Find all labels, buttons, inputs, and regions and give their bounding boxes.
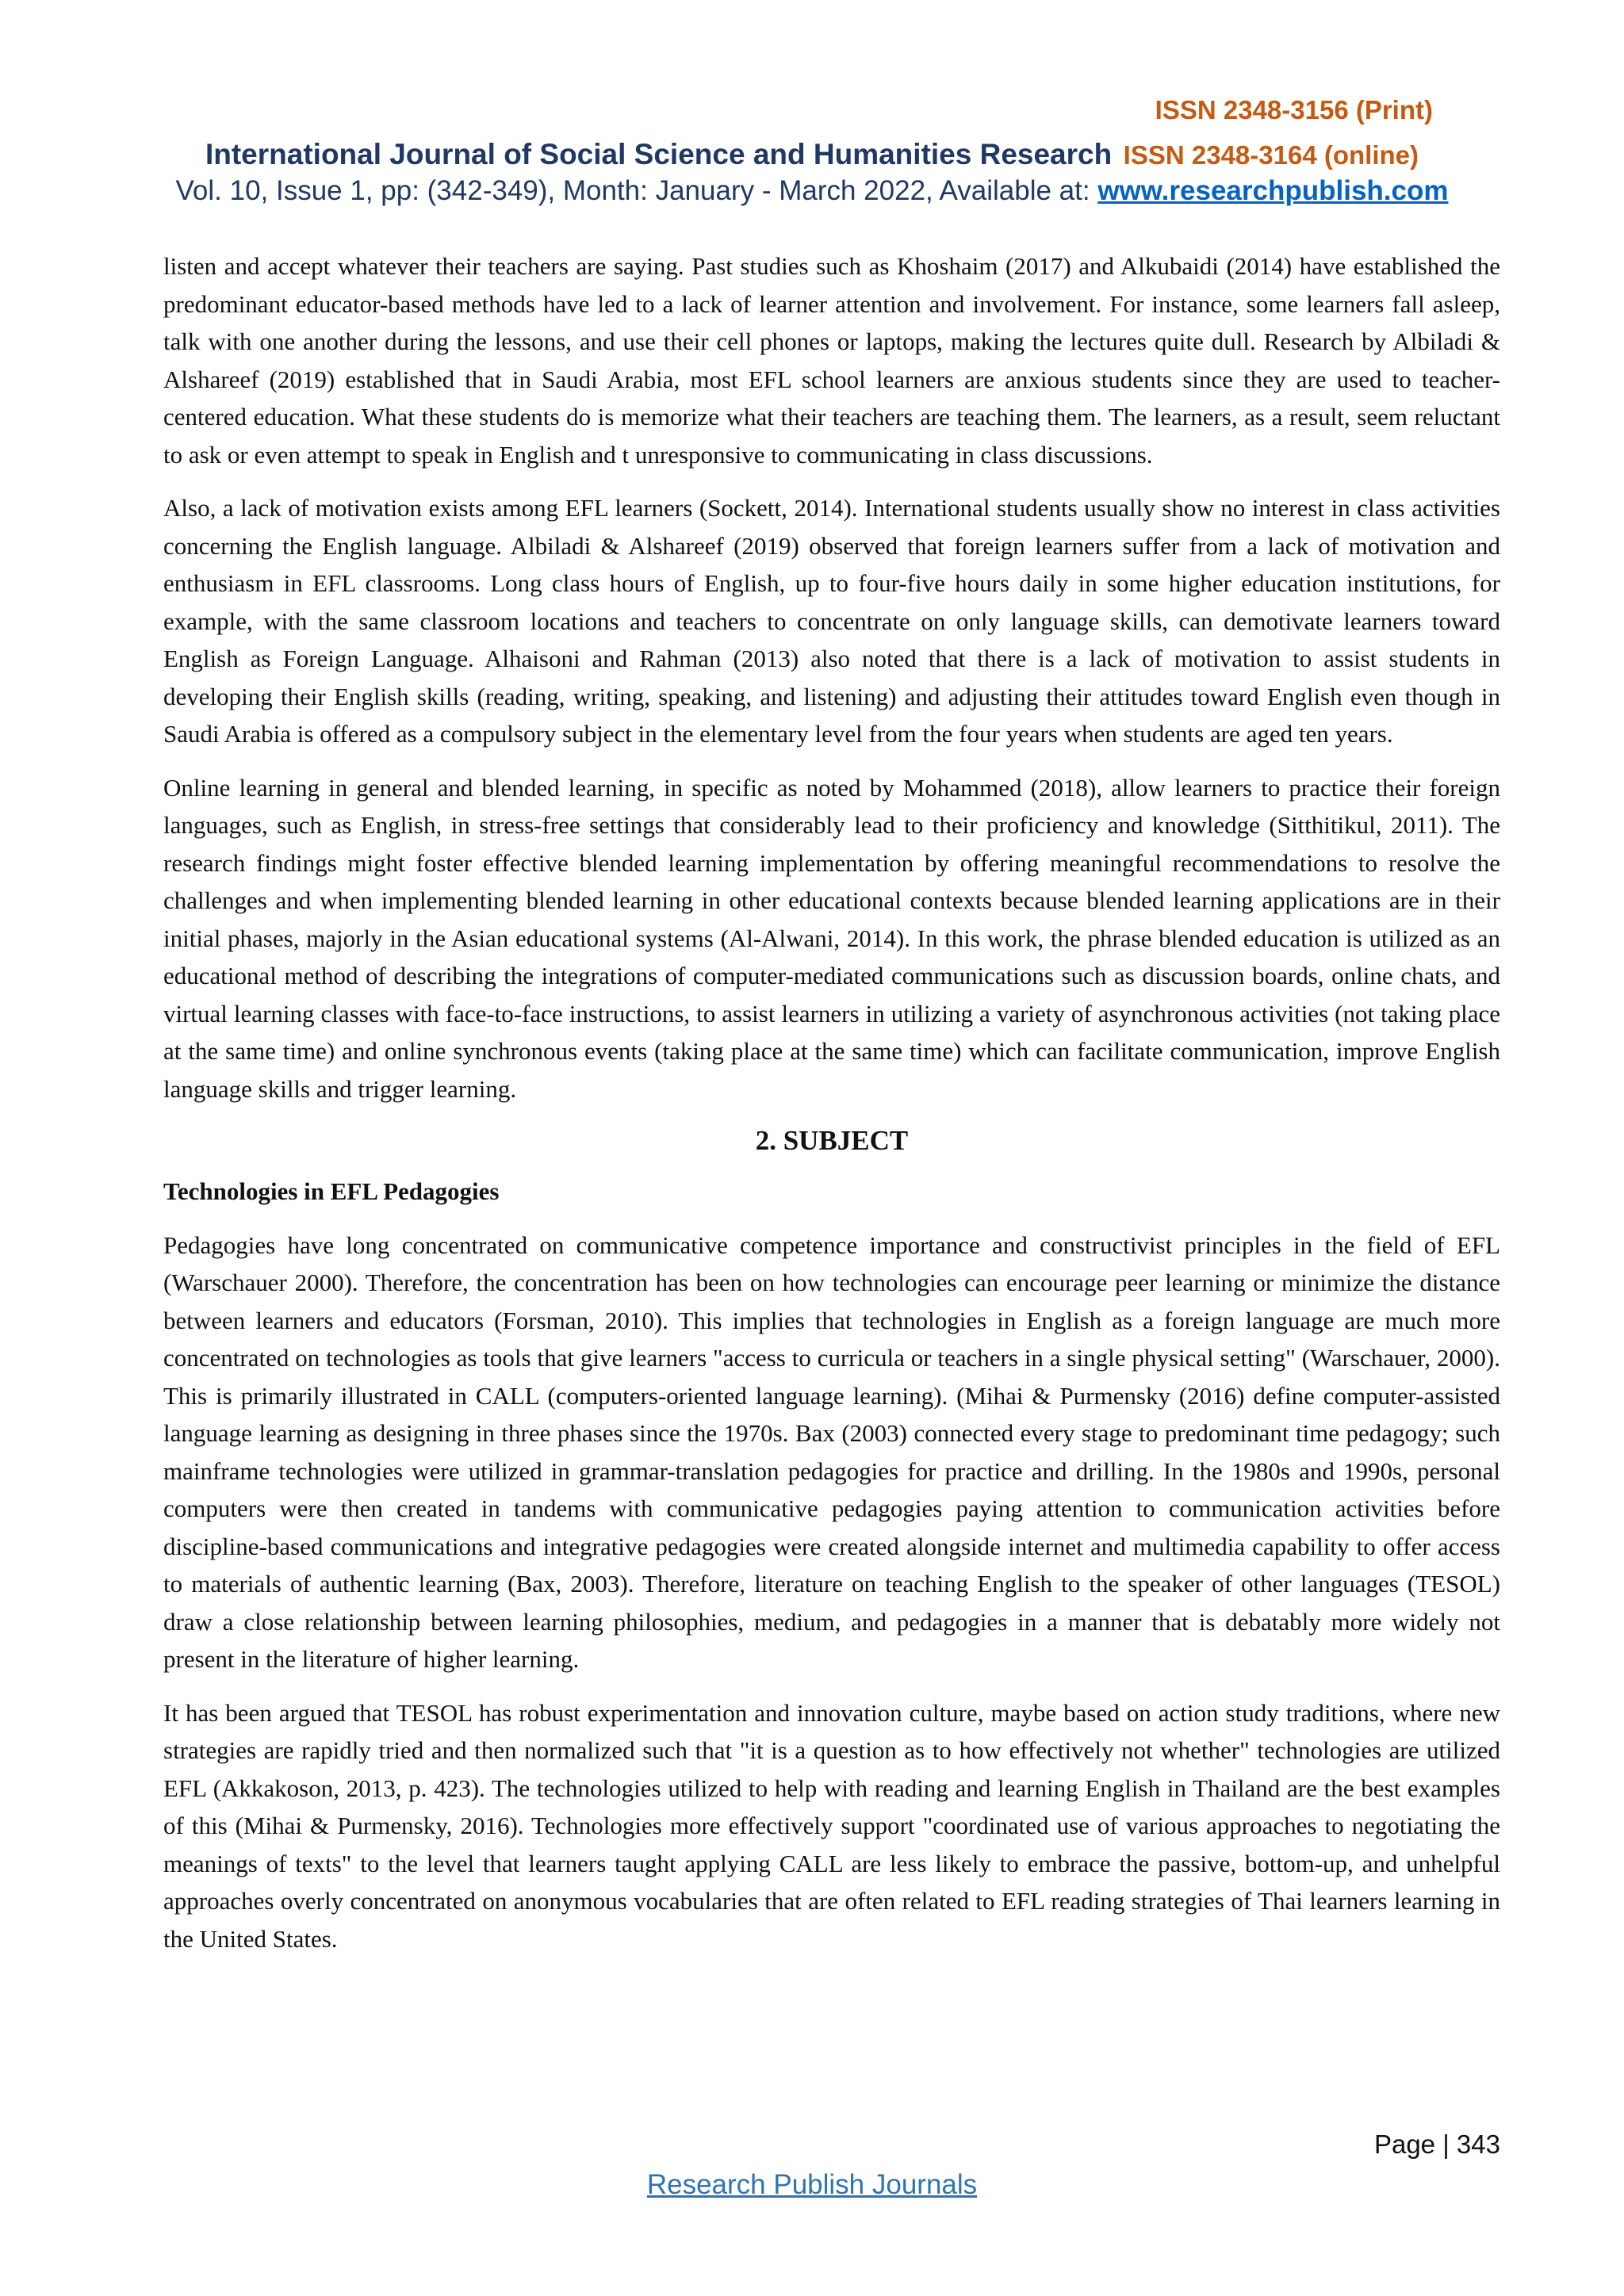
issn-online: ISSN 2348-3164 (online) (1123, 140, 1419, 170)
journal-header-line (0, 140, 1624, 169)
article-body (163, 247, 1500, 1973)
section-heading: 2. SUBJECT (755, 1125, 909, 1156)
website-link[interactable]: www.researchpublish.com (1097, 175, 1449, 206)
publisher-link[interactable]: Research Publish Journals (646, 2169, 978, 2200)
subsection-heading: Technologies in EFL Pedagogies (163, 1177, 500, 1205)
page-number: Page | 343 (1373, 2130, 1500, 2159)
volume-info-line (0, 177, 1624, 205)
section-paragraph-2: It has been argued that TESOL has robust experimentation and innovation culture, maybe based on action study traditions, where new strategies are rapidly tried and then normalized such that "it is a question as to how effectively not whether" technologies are utilized EFL (Akkakoson, 2013, p. 423). The technologies utilized to help with reading and learning English in Thailand are the best examples of this (Mihai & Purmensky, 2016). Technologies more effectively support "coordinated use of various approaches to negotiating the meanings of texts" to the level that learners taught applying CALL are less likely to embrace the passive, bottom-up, and unhelpful approaches overly concentrated on anonymous vocabularies that are often related to EFL reading strategies of Thai learners learning in the United States. (163, 1698, 1500, 1953)
section-paragraph-1: Pedagogies have long concentrated on communicative competence importance and constructivist principles in the field of EFL (Warschauer 2000). Therefore, the concentration has been on how technologies can encourage peer learning or minimize the distance between learners and educators (Forsman, 2010). This implies that technologies in English as a foreign language are much more concentrated on technologies as tools that give learners "access to curricula or teachers in a single physical setting" (Warschauer, 2000). This is primarily illustrated in CALL (computers-oriented language learning). (Mihai & Purmensky (2016) define computer-assisted language learning as designing in three phases since the 1970s. Bax (2003) connected every stage to predominant time pedagogy; such mainframe technologies were utilized in grammar-translation pedagogies for practice and drilling. In the 1980s and 1990s, personal computers were then created in tandems with communicative pedagogies paying attention to communication activities before discipline-based communications and integrative pedagogies were created alongside internet and multimedia capability to offer access to materials of authentic learning (Bax, 2003). Therefore, literature on teaching English to the speaker of other languages (TESOL) draw a close relationship between learning philosophies, medium, and pedagogies in a manner that is debatably more widely not present in the literature of higher learning. (163, 1230, 1500, 1673)
body-paragraph-3: Online learning in general and blended learning, in specific as noted by Mohammed (2018), allow learners to practice their foreign languages, such as English, in stress-free settings that considerably lead to their proficiency and knowledge (Sitthitikul, 2011). The research findings might foster effective blended learning implementation by offering meaningful recommendations to resolve the challenges and when implementing blended learning in other educational contexts because blended learning applications are in their initial phases, majorly in the Asian educational systems (Al-Alwani, 2014). In this work, the phrase blended education is utilized as an educational method of describing the integrations of computer-mediated communications such as discussion boards, online chats, and virtual learning classes with face-to-face instructions, to assist learners in utilizing a variety of asynchronous activities (not taking place at the same time) and online synchronous events (taking place at the same time) which can facilitate communication, improve English language skills and trigger learning. (163, 773, 1500, 1103)
issn-print: ISSN 2348-3156 (Print) (1155, 95, 1433, 124)
body-paragraph-2: Also, a lack of motivation exists among EFL learners (Sockett, 2014). International students usually show no interest in class activities concerning the English language. Albiladi & Alshareef (2019) observed that foreign learners suffer from a lack of motivation and enthusiasm in EFL classrooms. Long class hours of English, up to four-five hours daily in some higher education institutions, for example, with the same classroom locations and teachers to concentrate on only language skills, can demotivate learners toward English as Foreign Language. Alhaisoni and Rahman (2013) also noted that there is a lack of motivation to assist students in developing their English skills (reading, writing, speaking, and listening) and adjusting their attitudes toward English even though in Saudi Arabia is offered as a compulsory subject in the elementary level from the four years when students are aged ten years. (163, 494, 1500, 748)
body-paragraph-1: listen and accept whatever their teachers are saying. Past studies such as Khoshaim (2017) and Alkubaidi (2014) have established the predominant educator-based methods have led to a lack of learner attention and involvement. For instance, some learners fall asleep, talk with one another during the lessons, and use their cell phones or laptops, making the lectures quite dull. Research by Albiladi & Alshareef (2019) established that in Saudi Arabia, most EFL school learners are anxious students since they are used to teacher-centered education. What these students do is memorize what their teachers are teaching them. The learners, as a result, seem reluctant to ask or even attempt to speak in English and t unresponsive to communicating in class discussions. (163, 252, 1500, 469)
journal-title: International Journal of Social Science and Humanities Research (205, 138, 1113, 170)
volume-info: Vol. 10, Issue 1, pp: (342-349), Month: January - March 2022, Available at: (175, 175, 1098, 206)
